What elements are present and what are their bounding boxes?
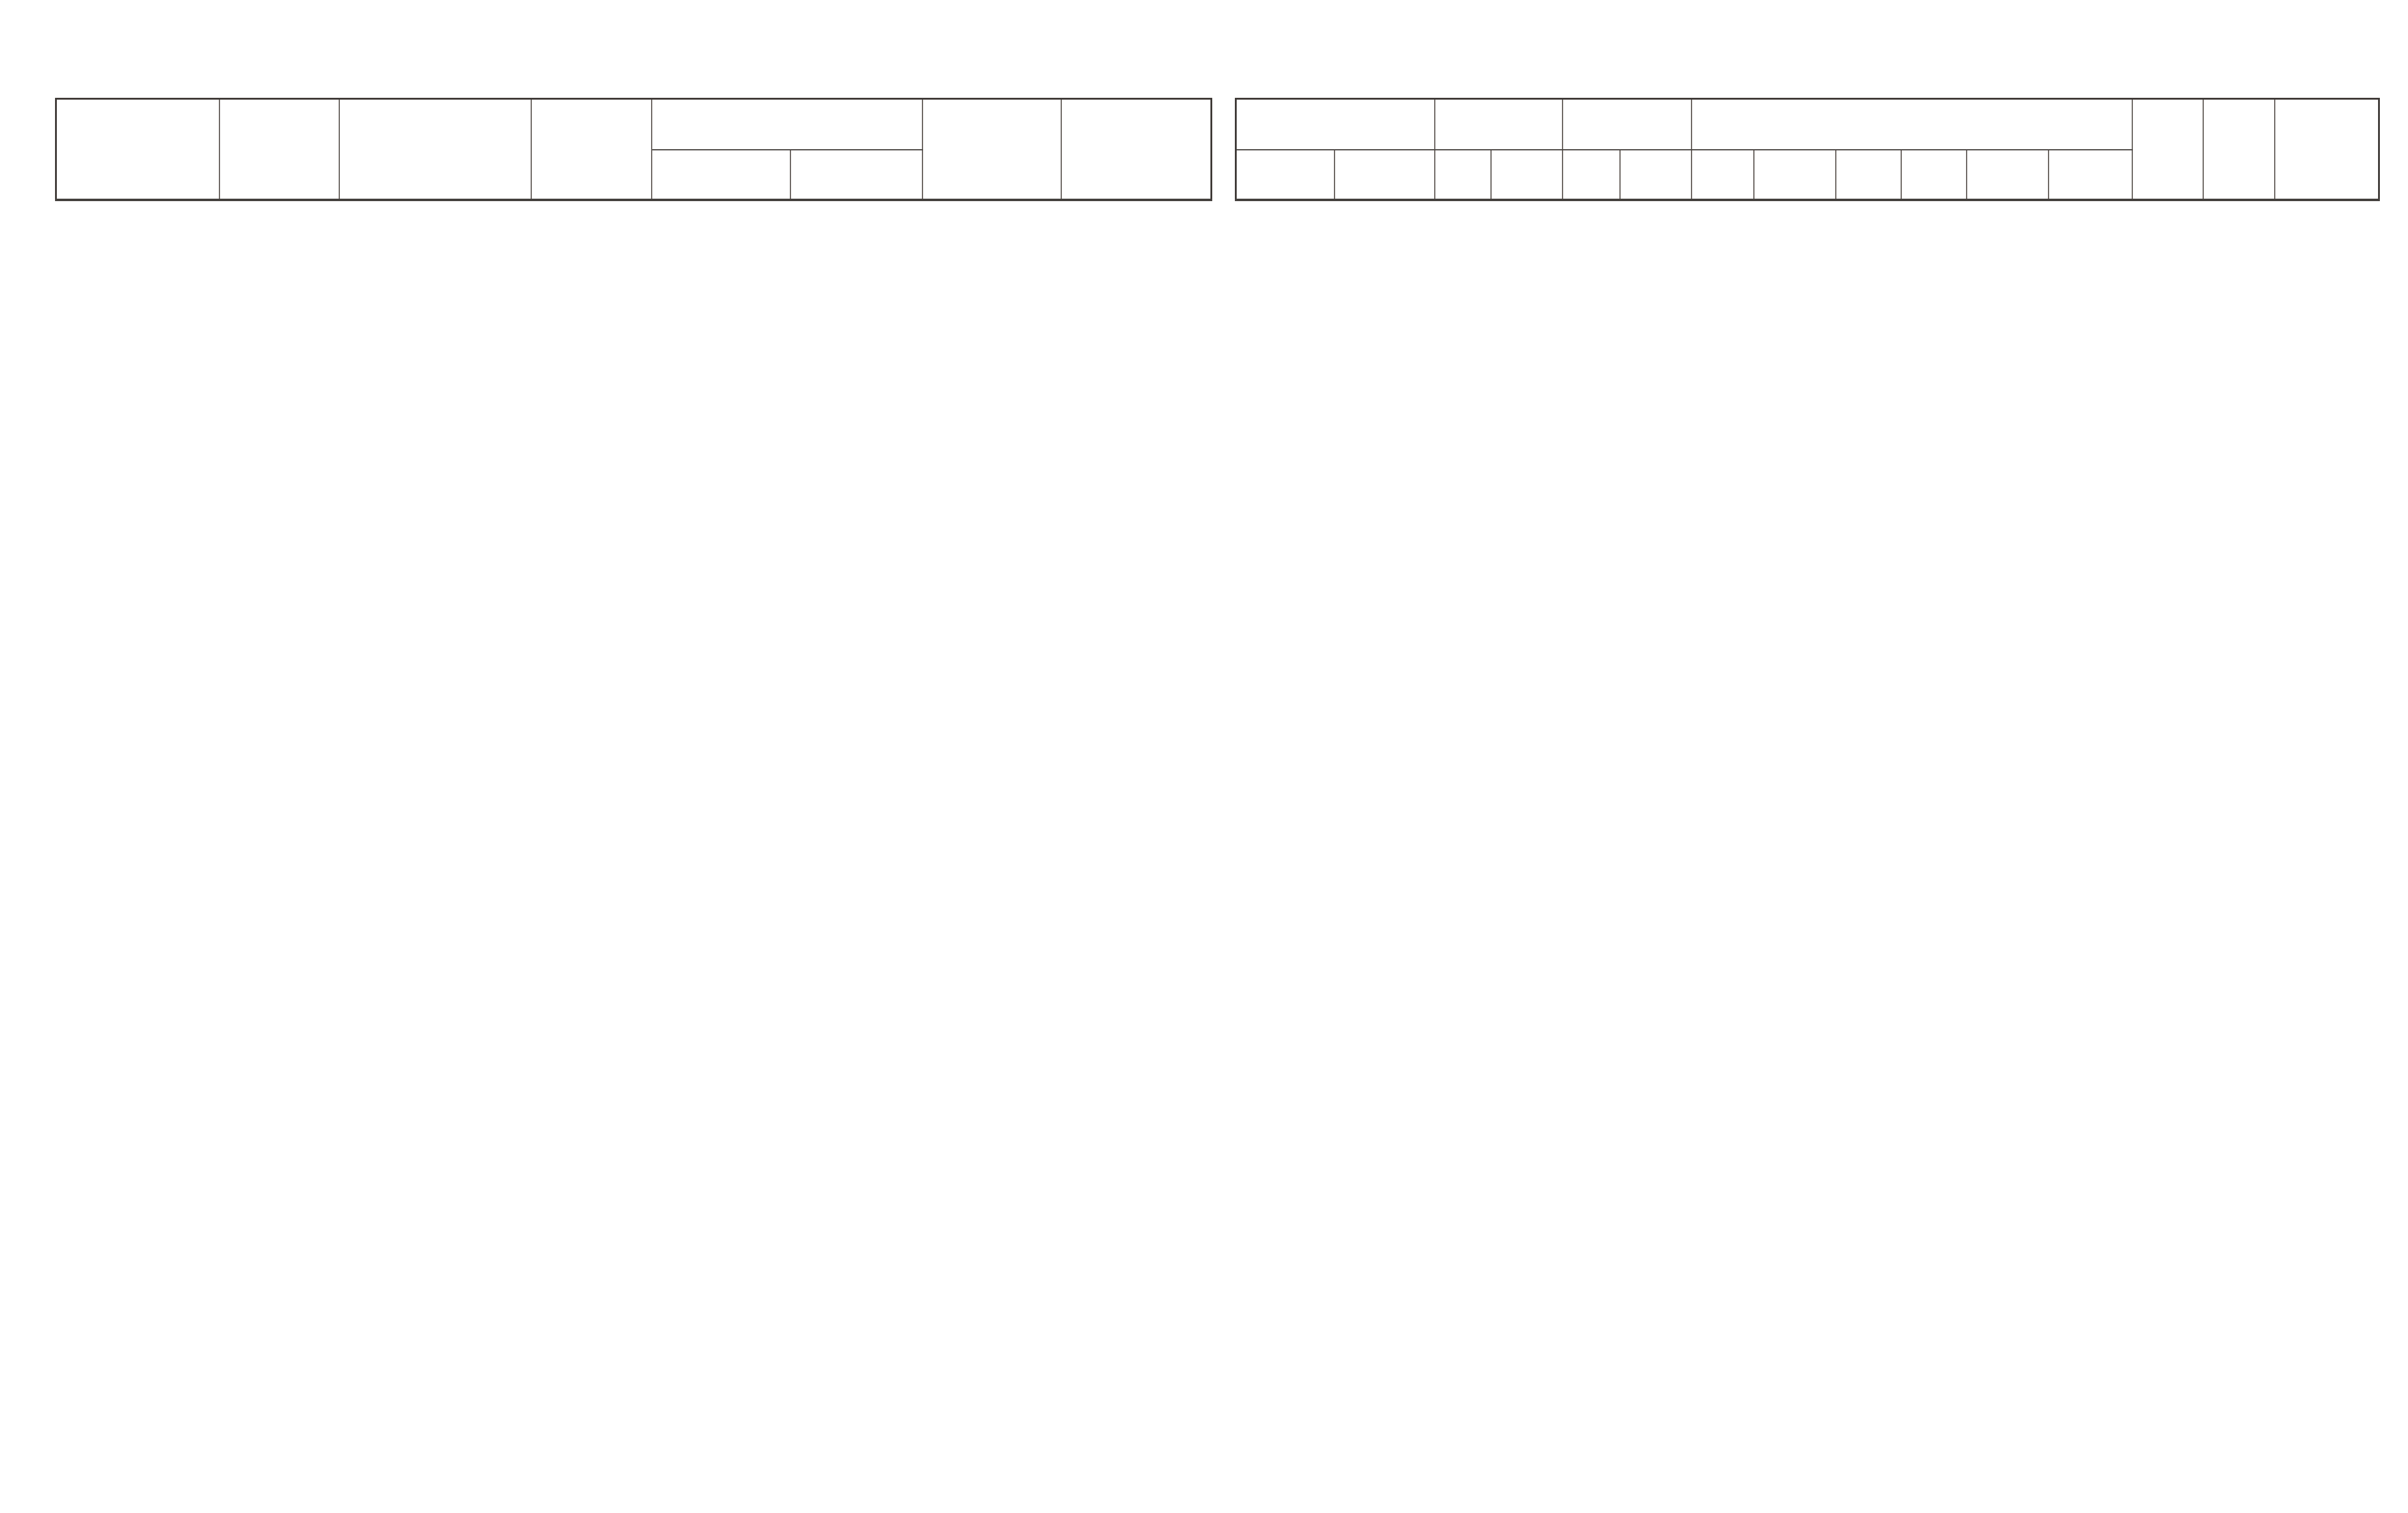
column-header-male-japanese xyxy=(1563,150,1620,200)
column-group-participation xyxy=(1236,99,1435,150)
column-header-silver xyxy=(1901,150,1967,200)
column-header-female-results xyxy=(1754,150,1836,200)
column-header-mascot-name xyxy=(652,150,790,200)
column-group-japanese-athletes xyxy=(1563,99,1692,150)
column-header-aegis xyxy=(531,99,652,200)
column-header-gold xyxy=(1836,150,1901,200)
column-header-medal-events xyxy=(2132,99,2203,200)
column-header-mascot xyxy=(652,99,922,150)
column-header-disability-groups xyxy=(2275,99,2379,200)
winter-paralympics-overview-table-left xyxy=(55,98,1212,201)
column-group-total-athletes xyxy=(1435,99,1563,150)
column-header-total xyxy=(2049,150,2132,200)
column-header-female-japanese xyxy=(1620,150,1692,200)
column-header-male-total xyxy=(1435,150,1491,200)
column-header-female-total xyxy=(1491,150,1563,200)
column-header-emblem-of-paralympics xyxy=(1061,99,1212,200)
column-header-official-name xyxy=(219,99,339,200)
column-header-location xyxy=(339,99,531,200)
left-table-header xyxy=(56,99,1212,200)
column-header-bronze xyxy=(1967,150,2049,200)
column-header-male-results xyxy=(1692,150,1754,200)
column-group-results-of-japanese-athletes xyxy=(1692,99,2132,150)
column-header-mascot-image xyxy=(790,150,922,200)
column-header-sports xyxy=(2203,99,2275,200)
column-header-countries xyxy=(1236,150,1335,200)
winter-paralympics-overview-table-right xyxy=(1235,98,2380,201)
column-header-athletes xyxy=(1335,150,1435,200)
column-header-year xyxy=(56,99,219,200)
right-table-header xyxy=(1236,99,2379,200)
column-header-emblem-of-games xyxy=(922,99,1061,200)
